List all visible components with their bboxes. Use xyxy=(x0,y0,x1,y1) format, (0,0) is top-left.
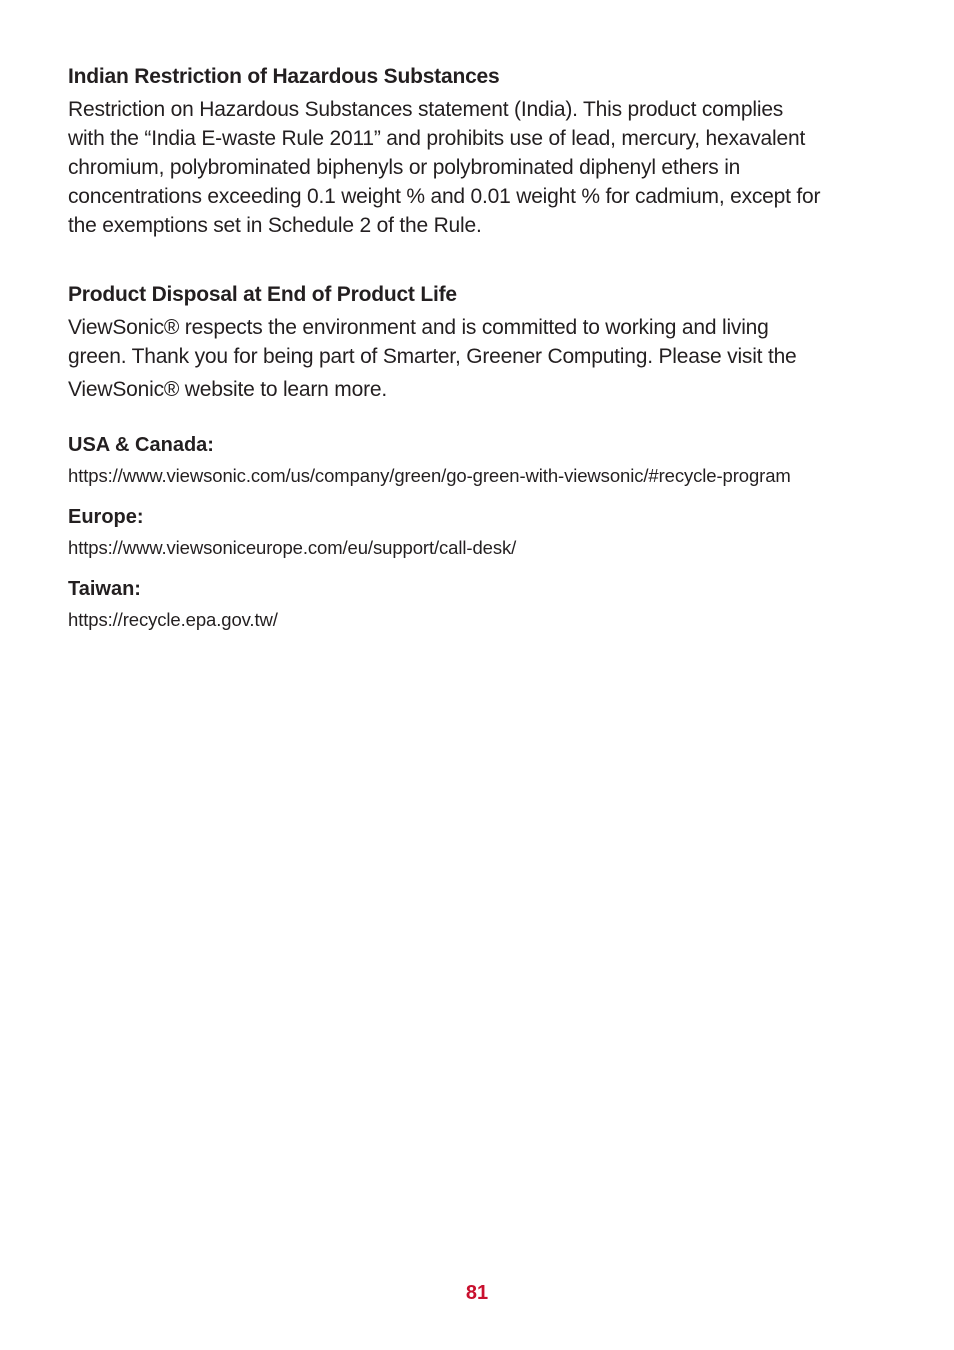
recycling-regions xyxy=(68,431,898,634)
region-taiwan xyxy=(68,575,898,634)
body-line: the exemptions set in Schedule 2 of the Rule. xyxy=(68,214,482,237)
body-line: with the “India E-waste Rule 2011” and prohibits use of lead, mercury, hexavalent xyxy=(68,127,806,150)
region-title: Europe: xyxy=(68,506,144,528)
section-heading: Product Disposal at End of Product Life xyxy=(68,283,457,306)
body-line: Restriction on Hazardous Substances statement (India). This product complies xyxy=(68,98,784,121)
region-title: USA & Canada: xyxy=(68,434,214,456)
region-usa-canada xyxy=(68,431,898,490)
body-line: green. Thank you for being part of Smarter, Greener Computing. Please visit the xyxy=(68,345,797,368)
section-india-rohs xyxy=(68,62,898,240)
document-page xyxy=(68,62,898,634)
region-url-link[interactable]: https://recycle.epa.gov.tw/ xyxy=(68,609,278,630)
region-europe xyxy=(68,503,898,562)
section-product-disposal xyxy=(68,280,898,404)
section-heading: Indian Restriction of Hazardous Substances xyxy=(68,65,500,88)
region-title: Taiwan: xyxy=(68,578,141,600)
body-line: ViewSonic® respects the environment and is committed to working and living xyxy=(68,316,769,339)
body-line: chromium, polybrominated biphenyls or polybrominated diphenyl ethers in xyxy=(68,156,741,179)
body-line: ViewSonic® website to learn more. xyxy=(68,378,387,401)
region-url-link[interactable]: https://www.viewsonic.com/us/company/green/go-green-with-viewsonic/#recycle-program xyxy=(68,465,791,486)
page-number: 81 xyxy=(465,1282,489,1304)
body-line: concentrations exceeding 0.1 weight % and 0.01 weight % for cadmium, except for xyxy=(68,185,821,208)
section-body xyxy=(68,95,898,240)
region-url-link[interactable]: https://www.viewsoniceurope.com/eu/support/call-desk/ xyxy=(68,537,517,558)
section-body xyxy=(68,313,898,404)
